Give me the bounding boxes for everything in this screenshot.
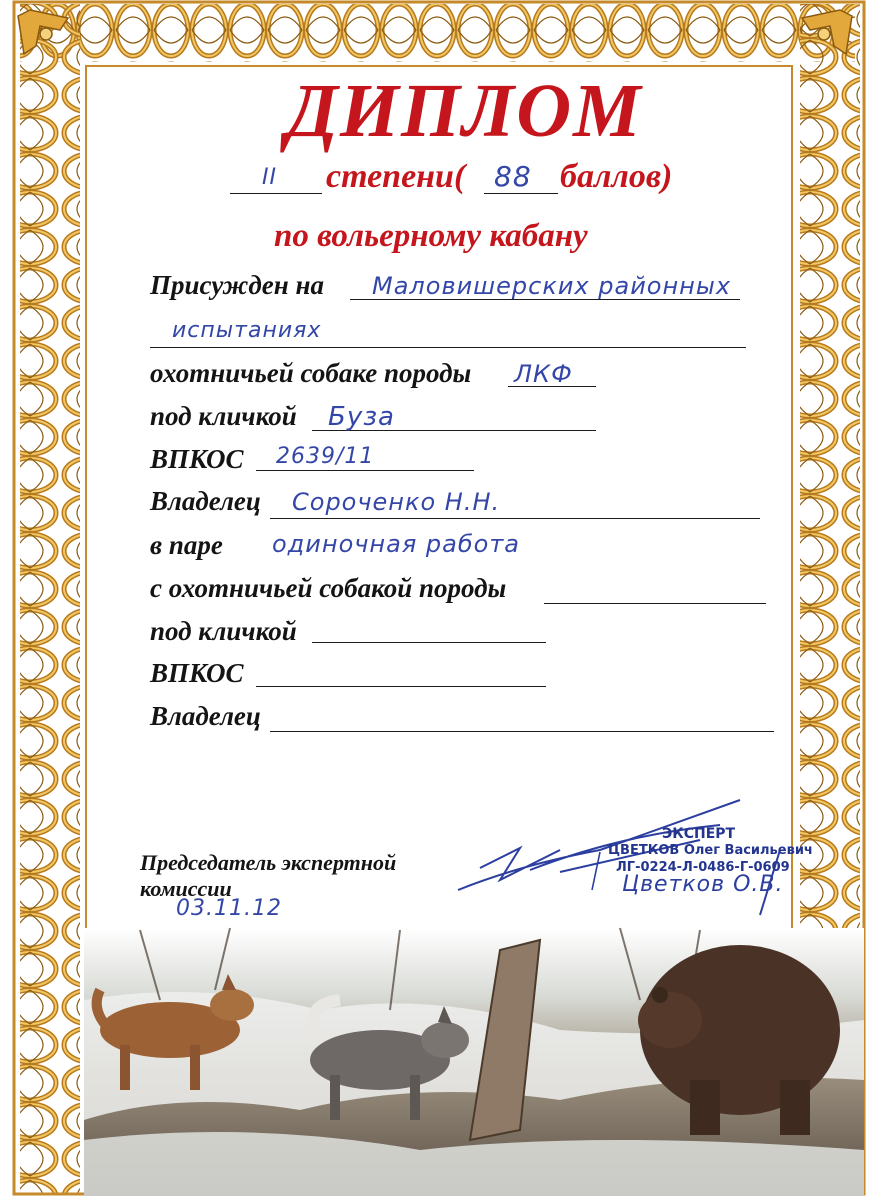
pair-breed-label: с охотничьей собакой породы [150,573,507,603]
breed-value: ЛКФ [514,360,573,388]
vpkos-value: 2639/11 [276,444,375,469]
nickname-label: под кличкой [150,401,297,431]
chairman-label-1: Председатель экспертной [140,850,397,875]
stamp-line-2: ЦВЕТКОВ Олег Васильевич [608,843,813,858]
nickname-value: Буза [328,402,395,432]
degree-value: II [262,165,277,190]
pair-nickname-label: под кличкой [150,616,297,646]
stamp-line-1: ЭКСПЕРТ [662,826,736,842]
pair-owner-label: Владелец [150,701,261,731]
chairman-label-2: комиссии [140,876,232,901]
awarded-value-1: Маловишерских районных [372,272,732,300]
hunting-scene-photo [84,928,864,1196]
degree-unit: баллов) [560,158,673,195]
awarded-label: Присужден на [150,270,324,300]
degree-score: 88 [494,160,532,193]
pair-vpkos-label: ВПКОС [150,658,244,688]
degree-word: степени( [326,158,466,195]
signature-text: Цветков О.В. [622,872,784,897]
stamp-line-3: ЛГ-0224-Л-0486-Г-0609 [616,860,790,875]
vpkos-label: ВПКОС [150,444,244,474]
diploma-subtitle: по вольерному кабану [274,218,588,254]
owner-label: Владелец [150,486,261,516]
pair-value: одиночная работа [272,530,521,558]
signature-date: 03.11.12 [176,896,282,921]
awarded-value-2: испытаниях [172,318,322,343]
breed-label: охотничьей собаке породы [150,358,472,388]
pair-label: в паре [150,530,223,560]
owner-value: Сороченко Н.Н. [292,488,501,516]
diploma-title: ДИПЛОМ [286,69,643,153]
